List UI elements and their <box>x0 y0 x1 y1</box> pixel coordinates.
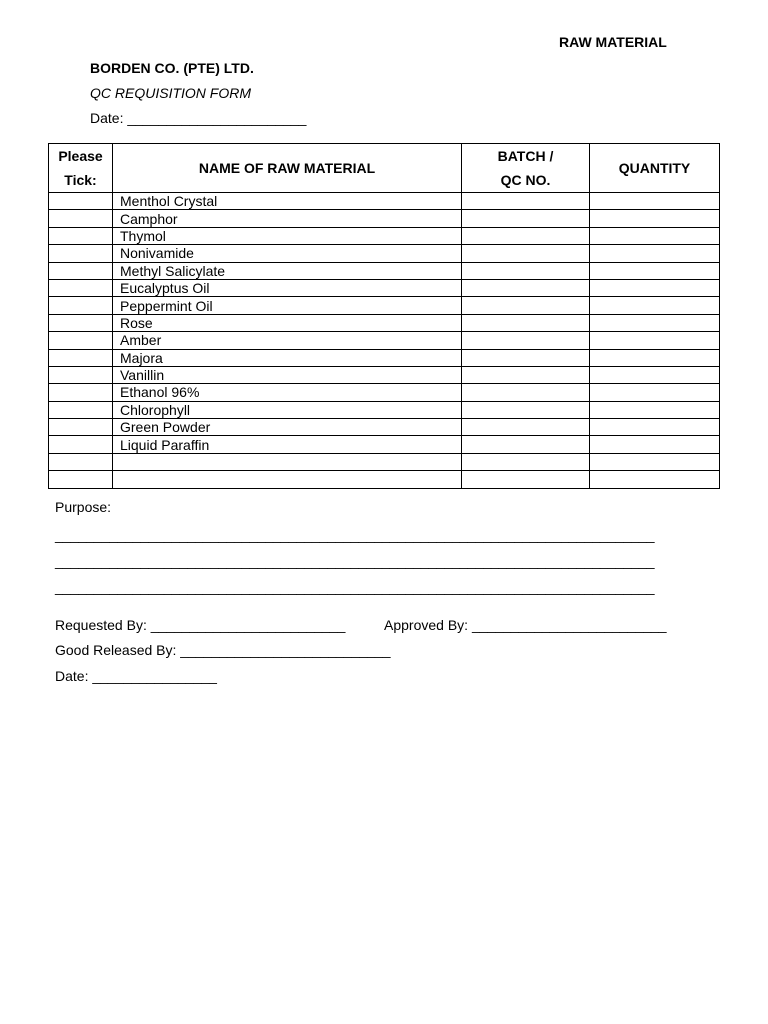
tick-cell[interactable] <box>49 419 113 436</box>
tick-cell[interactable] <box>49 436 113 453</box>
quantity-cell[interactable] <box>590 297 720 314</box>
table-row <box>49 453 720 470</box>
tick-cell[interactable] <box>49 279 113 296</box>
approved-by-field[interactable]: Approved By: _________________________ <box>384 617 667 633</box>
material-name-cell: Green Powder <box>113 419 462 436</box>
quantity-column-header: QUANTITY <box>590 144 720 193</box>
batch-qc-cell[interactable] <box>462 384 590 401</box>
tick-cell[interactable] <box>49 227 113 244</box>
table-header-row <box>49 144 720 193</box>
material-name-cell: Menthol Crystal <box>113 193 462 210</box>
table-row <box>49 210 720 227</box>
footer-date-field[interactable]: Date: ________________ <box>55 668 217 684</box>
quantity-cell[interactable] <box>590 193 720 210</box>
tick-cell[interactable] <box>49 384 113 401</box>
form-title: QC REQUISITION FORM <box>90 85 251 101</box>
material-name-cell: Peppermint Oil <box>113 297 462 314</box>
tick-cell[interactable] <box>49 453 113 470</box>
batch-qc-cell[interactable] <box>462 401 590 418</box>
material-name-cell: Nonivamide <box>113 245 462 262</box>
batch-qc-cell[interactable] <box>462 297 590 314</box>
quantity-cell[interactable] <box>590 279 720 296</box>
table-row <box>49 297 720 314</box>
material-name-cell: Camphor <box>113 210 462 227</box>
table-row <box>49 314 720 331</box>
batch-qc-cell[interactable] <box>462 279 590 296</box>
batch-qc-cell[interactable] <box>462 262 590 279</box>
table-row <box>49 349 720 366</box>
tick-header-line2: Tick: <box>64 172 97 188</box>
name-column-header: NAME OF RAW MATERIAL <box>113 144 462 193</box>
table-row <box>49 471 720 488</box>
tick-cell[interactable] <box>49 245 113 262</box>
purpose-line-1[interactable]: _____________________________________________________________________________ <box>55 527 655 543</box>
material-name-cell: Liquid Paraffin <box>113 436 462 453</box>
company-name: BORDEN CO. (PTE) LTD. <box>90 60 254 76</box>
table-row <box>49 279 720 296</box>
batch-qc-cell[interactable] <box>462 419 590 436</box>
batch-qc-cell[interactable] <box>462 349 590 366</box>
tick-cell[interactable] <box>49 193 113 210</box>
tick-cell[interactable] <box>49 314 113 331</box>
table-row <box>49 419 720 436</box>
tick-cell[interactable] <box>49 471 113 488</box>
quantity-cell[interactable] <box>590 366 720 383</box>
material-name-cell: Methyl Salicylate <box>113 262 462 279</box>
tick-cell[interactable] <box>49 210 113 227</box>
quantity-cell[interactable] <box>590 436 720 453</box>
material-name-cell <box>113 453 462 470</box>
material-name-cell: Vanillin <box>113 366 462 383</box>
batch-qc-cell[interactable] <box>462 314 590 331</box>
quantity-cell[interactable] <box>590 471 720 488</box>
table-row <box>49 193 720 210</box>
quantity-cell[interactable] <box>590 262 720 279</box>
batch-header-line1: BATCH / <box>497 148 554 164</box>
purpose-line-2[interactable]: _____________________________________________________________________________ <box>55 553 655 569</box>
material-name-cell: Ethanol 96% <box>113 384 462 401</box>
quantity-cell[interactable] <box>590 314 720 331</box>
batch-qc-cell[interactable] <box>462 193 590 210</box>
quantity-cell[interactable] <box>590 419 720 436</box>
table-row <box>49 262 720 279</box>
purpose-label: Purpose: <box>55 499 112 515</box>
tick-cell[interactable] <box>49 366 113 383</box>
material-name-cell: Thymol <box>113 227 462 244</box>
tick-cell[interactable] <box>49 297 113 314</box>
tick-cell[interactable] <box>49 401 113 418</box>
batch-header-line2: QC NO. <box>500 172 551 188</box>
table-row <box>49 332 720 349</box>
batch-qc-cell[interactable] <box>462 227 590 244</box>
batch-qc-cell[interactable] <box>462 210 590 227</box>
table-row <box>49 401 720 418</box>
material-name-cell: Amber <box>113 332 462 349</box>
tick-cell[interactable] <box>49 262 113 279</box>
quantity-cell[interactable] <box>590 349 720 366</box>
quantity-cell[interactable] <box>590 210 720 227</box>
material-name-cell: Eucalyptus Oil <box>113 279 462 296</box>
good-released-by-field[interactable]: Good Released By: ___________________________ <box>55 642 391 658</box>
quantity-cell[interactable] <box>590 453 720 470</box>
raw-material-table <box>48 143 720 489</box>
table-body <box>49 193 720 489</box>
quantity-cell[interactable] <box>590 227 720 244</box>
batch-qc-cell[interactable] <box>462 453 590 470</box>
table-row <box>49 245 720 262</box>
table-row <box>49 366 720 383</box>
quantity-cell[interactable] <box>590 384 720 401</box>
document-tag: RAW MATERIAL <box>559 34 667 50</box>
batch-qc-cell[interactable] <box>462 436 590 453</box>
batch-qc-cell[interactable] <box>462 366 590 383</box>
tick-header-line1: Please <box>58 148 103 164</box>
table-row <box>49 384 720 401</box>
tick-cell[interactable] <box>49 332 113 349</box>
batch-qc-cell[interactable] <box>462 332 590 349</box>
material-name-cell: Rose <box>113 314 462 331</box>
requested-by-field[interactable]: Requested By: _________________________ <box>55 617 346 633</box>
material-name-cell: Majora <box>113 349 462 366</box>
purpose-line-3[interactable]: _____________________________________________________________________________ <box>55 579 655 595</box>
header-date-field[interactable]: Date: _______________________ <box>90 110 307 126</box>
table-row <box>49 227 720 244</box>
material-name-cell <box>113 471 462 488</box>
batch-qc-cell[interactable] <box>462 471 590 488</box>
quantity-cell[interactable] <box>590 401 720 418</box>
tick-column-header <box>49 144 113 193</box>
material-name-cell: Chlorophyll <box>113 401 462 418</box>
quantity-cell[interactable] <box>590 332 720 349</box>
batch-column-header <box>462 144 590 193</box>
tick-cell[interactable] <box>49 349 113 366</box>
batch-qc-cell[interactable] <box>462 245 590 262</box>
table-row <box>49 436 720 453</box>
quantity-cell[interactable] <box>590 245 720 262</box>
